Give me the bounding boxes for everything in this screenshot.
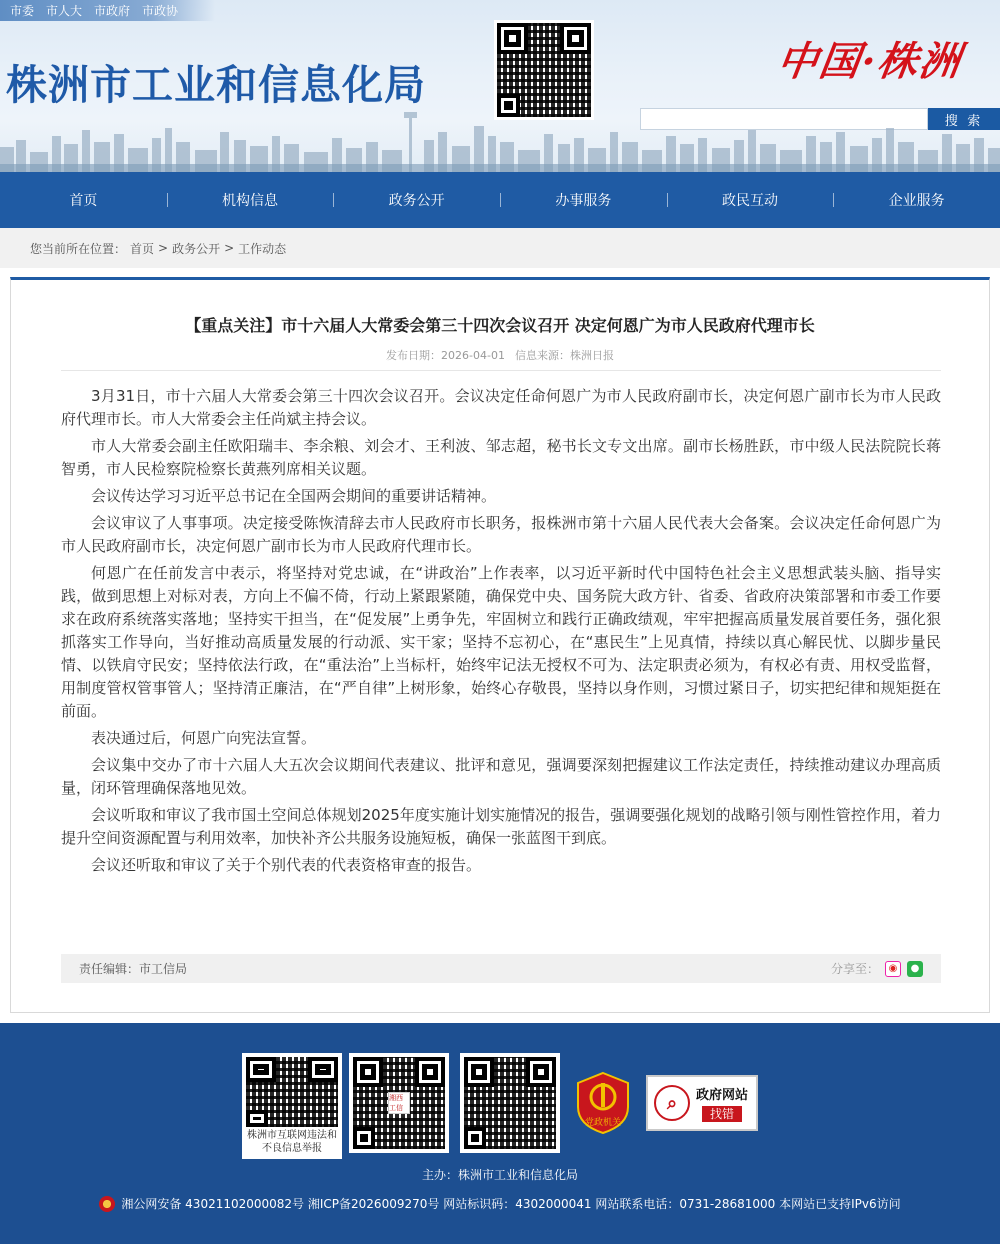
nav-interaction[interactable]: 政民互动: [667, 172, 834, 228]
qr-badge: 湘西工信: [388, 1092, 410, 1114]
search-button[interactable]: 搜 索: [928, 108, 1000, 130]
article-body: [61, 385, 941, 881]
top-link-cppcc[interactable]: 市政协: [142, 4, 179, 18]
police-badge-icon: [99, 1196, 115, 1212]
paragraph: 3月31日，市十六届人大常委会第三十四次会议召开。会议决定任命何恩广为市人民政府副市长，决定何恩广副市长为市人民政府代理市长。市人大常委会主任尚斌主持会议。: [61, 387, 941, 428]
party-government-badge-icon[interactable]: [576, 1071, 630, 1135]
top-link-party[interactable]: 市委: [10, 4, 35, 18]
site-footer: [0, 1023, 1000, 1244]
responsible-editor: 责任编辑：市工信局: [79, 962, 188, 976]
wechat-icon[interactable]: ●: [907, 961, 923, 977]
breadcrumb-home[interactable]: 首页: [130, 241, 155, 256]
paragraph: 何恩广在任前发言中表示，将坚持对党忠诚，在“讲政治”上作表率，以习近平新时代中国特色社会主义思想武装头脑、指导实践，做到思想上对标对表，方向上不偏不倚，行动上紧跟紧随，确保党中央、国务院大政方针、省委、省政府决策部署和市委工作要求在政府系统落实落地；坚持实干担当，在“促发展”上勇争先，牢固树立和践行正确政绩观，牢牢把握高质量发展首要任务，强化狠抓落实工作导向，当好推动高质量发展的行动派、实干家；坚持不忘初心，在“惠民生”上见真情，持续以真心解民忧、以脚步量民情、以铁肩守民安；坚持依法行政，在“重法治”上当标杆，始终牢记法无授权不可为、法定职责必须为，有权必有责、用权受监督，用制度管权管事管人；坚持清正廉洁，在“严自律”上树形象，始终心存敬畏，坚持以身作则，习惯过紧日子，切实把纪律和规矩挺在前面。: [61, 564, 941, 720]
site-header: [0, 0, 1000, 172]
nav-enterprise[interactable]: 企业服务: [833, 172, 1000, 228]
paragraph: 会议还听取和审议了关于个别代表的代表资格审查的报告。: [91, 856, 482, 874]
paragraph: 会议传达学习习近平总书记在全国两会期间的重要讲话精神。: [91, 487, 497, 505]
share-label: 分享至：: [830, 962, 879, 976]
article-meta: [11, 347, 989, 363]
qr-code-icon: [246, 1057, 338, 1127]
publish-date: 发布日期：2026-04-01: [386, 349, 505, 362]
paragraph: 会议听取和审议了我市国土空间总体规划2025年度实施计划实施情况的报告，强调要强化规划的战略引领与刚性管控作用，着力提升空间资源配置与利用效率，加快补齐公共服务设施短板，确保一张蓝图干到底。: [61, 806, 941, 847]
app-qr-card: [460, 1053, 560, 1153]
record-text[interactable]: 湘公网安备 43021102000082号 湘ICP备2026009270号 网站标识码：4302000041 网站联系电话：0731-28681000 本网站已支持IPv6访问: [121, 1197, 901, 1211]
main-nav: [0, 172, 1000, 228]
breadcrumb-work-news[interactable]: 工作动态: [238, 241, 287, 256]
party-label: 党政机关: [584, 1117, 622, 1127]
city-skyline-image: [0, 112, 1000, 172]
article-panel: [10, 277, 990, 1013]
top-link-government[interactable]: 市政府: [94, 4, 131, 18]
error-report-line1: 政府网站: [696, 1088, 749, 1103]
error-report-line2: 找错: [702, 1106, 742, 1122]
brand-logo: 中国·株洲: [774, 38, 965, 85]
record-info: [0, 1195, 1000, 1212]
paragraph: 会议集中交办了市十六届人大五次会议期间代表建议、批评和意见，强调要深刻把握建议工作法定责任，持续推动建议办理高质量，闭环管理确保落地见效。: [61, 756, 941, 797]
site-error-report-button[interactable]: [646, 1075, 758, 1131]
breadcrumb-prefix: 您当前所在位置：: [30, 241, 127, 256]
nav-agency-info[interactable]: 机构信息: [167, 172, 334, 228]
report-caption: 株洲市互联网违法和不良信息举报: [247, 1130, 337, 1154]
wechat-qr-card: [349, 1053, 449, 1153]
nav-services[interactable]: 办事服务: [500, 172, 667, 228]
divider: [61, 370, 941, 371]
magnifier-icon: ⌕: [654, 1085, 690, 1121]
paragraph: 市人大常委会副主任欧阳瑞丰、李余粮、刘会才、王利波、邹志超，秘书长文专文出席。副市长杨胜跃，市中级人民法院院长蒋智勇，市人民检察院检察长黄燕列席相关议题。: [61, 437, 941, 478]
nav-gov-affairs[interactable]: 政务公开: [333, 172, 500, 228]
paragraph: 会议审议了人事事项。决定接受陈恢清辞去市人民政府市长职务，报株洲市第十六届人民代表大会备案。会议决定任命何恩广为市人民政府副市长，决定何恩广副市长为市人民政府代理市长。: [61, 514, 941, 555]
breadcrumb-separator: >: [158, 241, 169, 255]
site-title: 株洲市工业和信息化局: [6, 61, 426, 109]
qr-code-icon: [497, 23, 591, 117]
host-info: 主办：株洲市工业和信息化局: [421, 1168, 578, 1182]
article-title: 【重点关注】市十六届人大常委会第三十四次会议召开 决定何恩广为市人民政府代理市长: [185, 316, 815, 335]
paragraph: 表决通过后，何恩广向宪法宣誓。: [91, 729, 317, 747]
report-qr-card[interactable]: [242, 1053, 342, 1159]
breadcrumb-gov-affairs[interactable]: 政务公开: [172, 241, 221, 256]
nav-home[interactable]: 首页: [69, 193, 98, 209]
qr-code-icon: [464, 1057, 556, 1149]
info-source: 信息来源：株洲日报: [514, 349, 614, 362]
qr-code-icon: [353, 1057, 445, 1149]
top-links: [0, 0, 215, 21]
share-bar: [831, 960, 923, 977]
breadcrumb-separator: >: [224, 241, 235, 255]
article-footer-bar: [61, 954, 941, 983]
breadcrumb: [0, 228, 1000, 268]
top-link-congress[interactable]: 市人大: [46, 4, 83, 18]
weibo-icon[interactable]: ◉: [885, 961, 901, 977]
header-qr-code: [494, 20, 594, 120]
